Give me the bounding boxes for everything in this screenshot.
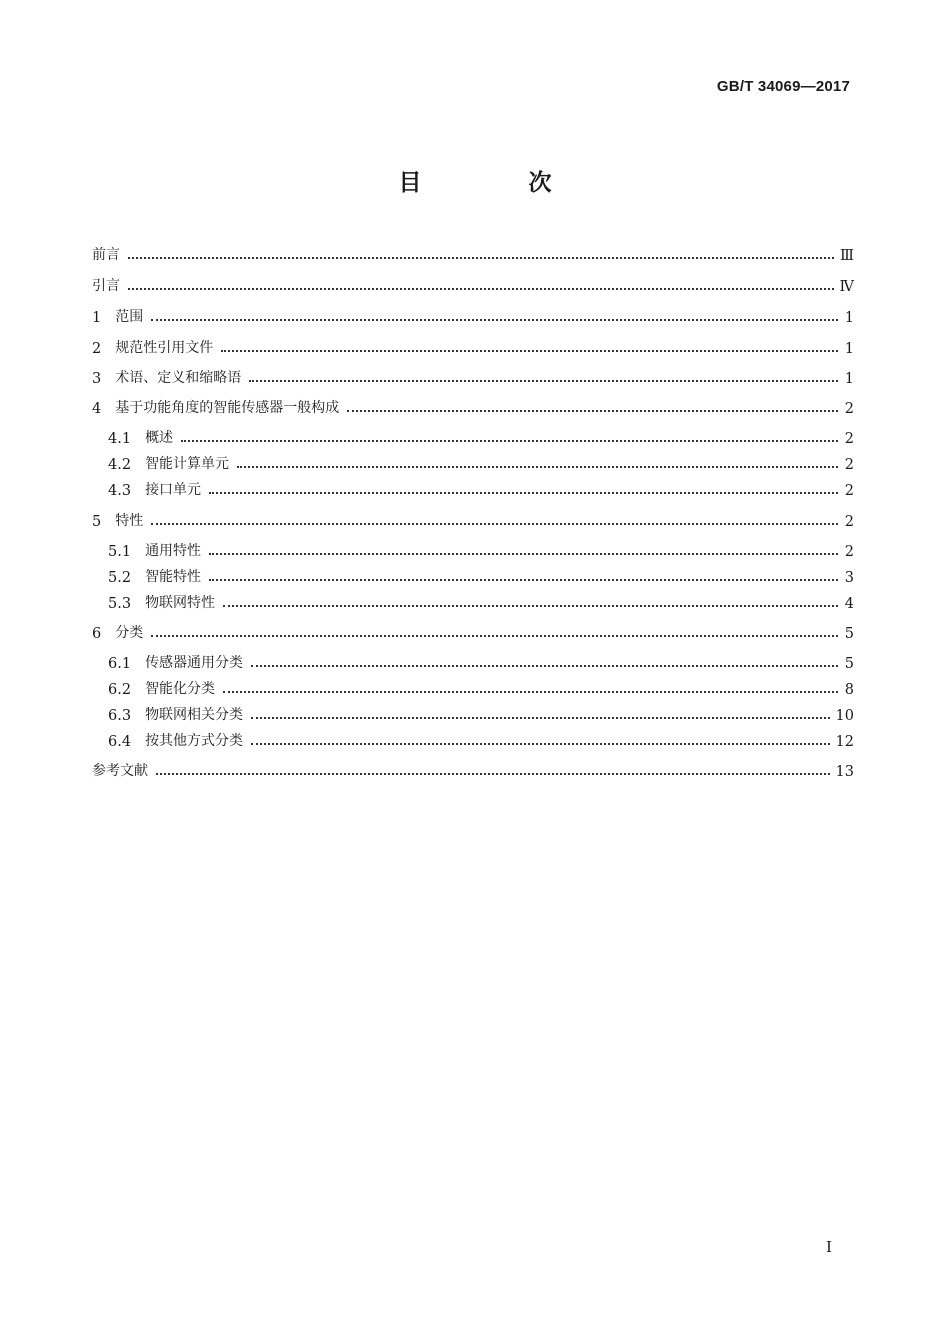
toc-entry-page: 3 xyxy=(844,570,854,586)
toc-entry-title: 概述 xyxy=(145,430,174,446)
dot-leader xyxy=(223,604,838,607)
toc-entry-page: 5 xyxy=(844,626,854,642)
toc-entry[interactable] xyxy=(92,508,854,530)
toc-entry-page: 2 xyxy=(844,514,854,530)
toc-entry-number: 6 xyxy=(92,626,102,642)
dot-leader xyxy=(251,742,829,745)
toc-entry[interactable] xyxy=(92,620,854,642)
toc-entry-title: 分类 xyxy=(115,625,144,641)
dot-leader xyxy=(223,690,838,693)
toc-entry[interactable] xyxy=(92,304,854,326)
toc-entry-number: 5.3 xyxy=(108,596,132,612)
dot-leader xyxy=(151,318,838,321)
toc-entry-number: 6.2 xyxy=(108,682,132,698)
toc-entry-number: 4.2 xyxy=(108,457,132,473)
toc-entry-title: 接口单元 xyxy=(145,482,202,498)
toc-entry-title: 按其他方式分类 xyxy=(145,733,244,749)
toc-entry-page: 2 xyxy=(844,544,854,560)
toc-entry-title: 特性 xyxy=(115,513,144,529)
toc-entry-number: 4.3 xyxy=(108,483,132,499)
toc-entry-title: 术语、定义和缩略语 xyxy=(115,370,242,386)
toc-entry-page: Ⅳ xyxy=(839,279,854,295)
dot-leader xyxy=(209,491,838,494)
toc-entry-page: 12 xyxy=(835,734,854,750)
dot-leader xyxy=(249,379,838,382)
toc-entry-title: 引言 xyxy=(92,278,120,294)
toc-entry[interactable] xyxy=(108,451,854,473)
toc-entry[interactable] xyxy=(108,564,854,586)
toc-entry-number: 5 xyxy=(92,514,102,530)
toc-entry-title: 智能计算单元 xyxy=(145,456,230,472)
toc-entry-number: 6.1 xyxy=(108,656,132,672)
toc-entry[interactable] xyxy=(108,702,854,724)
toc-entry-title: 物联网特性 xyxy=(145,595,216,611)
toc-entry-number: 4 xyxy=(92,401,102,417)
toc-entry-page: 10 xyxy=(835,708,854,724)
toc-entry-number: 6.3 xyxy=(108,708,132,724)
standard-code: GB/T 34069—2017 xyxy=(716,78,850,95)
toc-entry-title: 传感器通用分类 xyxy=(145,655,244,671)
toc-entry[interactable] xyxy=(92,365,854,387)
toc-entry[interactable] xyxy=(108,477,854,499)
toc-entry-title: 参考文献 xyxy=(92,763,148,779)
toc-entry[interactable] xyxy=(92,242,854,264)
dot-leader xyxy=(237,465,838,468)
toc-entry[interactable] xyxy=(108,676,854,698)
toc-entry[interactable] xyxy=(108,650,854,672)
toc-entry-title: 通用特性 xyxy=(145,543,202,559)
toc-entry-page: 1 xyxy=(844,371,854,387)
toc-entry[interactable] xyxy=(92,758,854,780)
toc-entry-number: 5.1 xyxy=(108,544,132,560)
dot-leader xyxy=(151,634,838,637)
page-number: I xyxy=(826,1238,832,1256)
toc-entry-number: 2 xyxy=(92,341,102,357)
toc-entry-page: 2 xyxy=(844,401,854,417)
toc-entry-number: 5.2 xyxy=(108,570,132,586)
dot-leader xyxy=(151,522,838,525)
toc-entry-number: 1 xyxy=(92,310,102,326)
dot-leader xyxy=(251,664,838,667)
toc-entry-title: 智能特性 xyxy=(145,569,202,585)
toc-entry[interactable] xyxy=(92,335,854,357)
toc-entry-page: 4 xyxy=(844,596,854,612)
dot-leader xyxy=(128,256,834,259)
toc-entry-page: 5 xyxy=(844,656,854,672)
toc-entry-number: 6.4 xyxy=(108,734,132,750)
toc-entry-page: Ⅲ xyxy=(840,248,854,264)
toc-entry-title: 前言 xyxy=(92,247,120,263)
dot-leader xyxy=(156,772,830,775)
toc-entry[interactable] xyxy=(108,728,854,750)
toc-entry-title: 物联网相关分类 xyxy=(145,707,244,723)
toc-entry-page: 1 xyxy=(844,341,854,357)
toc-entry[interactable] xyxy=(108,590,854,612)
toc-entry-page: 13 xyxy=(835,764,854,780)
toc-entry[interactable] xyxy=(108,538,854,560)
toc-entry[interactable] xyxy=(92,273,854,295)
toc-entry-title: 智能化分类 xyxy=(145,681,216,697)
toc-entry[interactable] xyxy=(92,395,854,417)
toc-entry-title: 范围 xyxy=(115,309,144,325)
dot-leader xyxy=(128,287,834,290)
dot-leader xyxy=(209,578,838,581)
toc-entry-number: 4.1 xyxy=(108,431,132,447)
toc-entry[interactable] xyxy=(108,425,854,447)
toc-title: 目 次 xyxy=(398,170,594,196)
toc-entry-page: 2 xyxy=(844,431,854,447)
toc-entry-page: 2 xyxy=(844,457,854,473)
dot-leader xyxy=(221,349,838,352)
toc-entry-page: 8 xyxy=(844,682,854,698)
toc-entry-title: 基于功能角度的智能传感器一般构成 xyxy=(115,400,340,416)
toc-entry-title: 规范性引用文件 xyxy=(115,340,214,356)
dot-leader xyxy=(251,716,829,719)
toc-entry-number: 3 xyxy=(92,371,102,387)
toc-entry-page: 1 xyxy=(844,310,854,326)
dot-leader xyxy=(209,552,838,555)
dot-leader xyxy=(347,409,838,412)
dot-leader xyxy=(181,439,838,442)
toc-entry-page: 2 xyxy=(844,483,854,499)
